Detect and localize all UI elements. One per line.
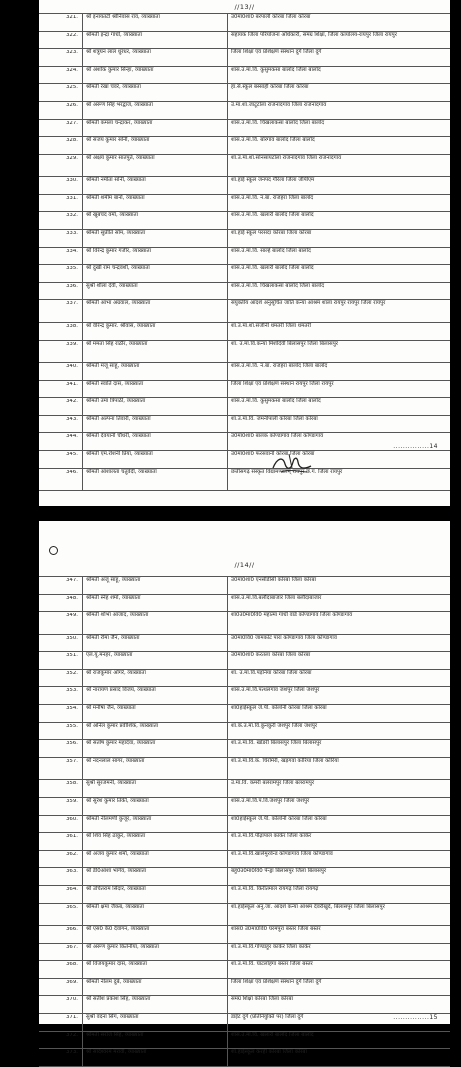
table-row (39, 380, 450, 398)
table-row (39, 1031, 450, 1049)
posting-cell: शा.उ.मा.वि. किरीतमाल रायगढ़ जिला रायगढ़ (227, 886, 447, 903)
page-number: //13// (234, 3, 255, 11)
table-row (39, 176, 450, 194)
posting-cell: शा.हाईस्कूल अनु.जा. आदर्श कन्या आश्रम देवरीखुर्द, बिलासपुर जिला बिलासपुर (227, 904, 447, 926)
serial-number-cell: 327. (65, 120, 78, 126)
name-cell: श्रीमती आशालता चतुर्वेदी, व्याख्याता (82, 469, 222, 491)
serial-number-cell: 330. (65, 178, 78, 184)
name-cell: श्री विरेन्द्र कुमार गंजीर, व्याख्याता (82, 248, 222, 265)
table-row (39, 943, 450, 961)
name-cell: श्री उचितराम सिंदार, व्याख्याता (82, 886, 222, 903)
posting-cell: शा.उ.मा.वि. घाटलोहंगा बस्तर जिला बस्तर (227, 961, 447, 978)
posting-cell: शास.उ.मा.वि. बोरगांव बालोद जिला बालोद (227, 137, 447, 154)
name-cell: श्रीमती देवयानी चौधरी, व्याख्याता (82, 433, 222, 450)
page-number: //14// (234, 561, 255, 569)
serial-number-cell: 371. (65, 1014, 78, 1020)
name-cell: श्रीमती क्षमा जैकब, व्याख्याता (82, 904, 222, 926)
name-cell: श्री संतोष कुमार महादेवा, व्याख्याता (82, 740, 222, 757)
table-row (39, 362, 450, 380)
name-cell: श्री एस0 के0 देवांगन, व्याख्याता (82, 926, 222, 943)
name-cell: श्रीमती एम.रोशनी प्रिया, व्याख्याता (82, 451, 222, 468)
serial-number-cell: 345. (65, 451, 78, 457)
posting-cell: उ0मा0शा0 फरसवानी कोरबा जिला कोरबा (227, 451, 447, 468)
name-cell: श्रीमती उमा त्रिपाठी, व्याख्याता (82, 398, 222, 415)
posting-cell: बहु0उ0मा0वि0 पेन्ड्रा बिलासपुर जिला बिलासपुर (227, 868, 447, 885)
serial-number-cell: 334. (65, 248, 78, 254)
table-row (39, 779, 450, 797)
name-cell: श्रीमती रीमा जैन, व्याख्याता (82, 635, 222, 652)
table-row (39, 757, 450, 780)
name-cell: श्री विजयकुमार दास, व्याख्याता (82, 961, 222, 978)
serial-number-cell: 373. (65, 1050, 78, 1056)
table-row (39, 634, 450, 652)
serial-number-cell: 331. (65, 195, 78, 201)
posting-cell: उ.मा.शा.जाटूटोला राजनांदगांव जिला राजनांदगांव (227, 102, 447, 119)
name-cell: श्री सुरेश कुमार तिर्की, व्याख्याता (82, 798, 222, 815)
name-cell: श्री ममता सिंह राठौर, व्याख्याता (82, 341, 222, 363)
name-cell: श्री अरूण कुमार किर्तनीया, व्याख्याता (82, 944, 222, 961)
serial-number-cell: 355. (65, 723, 78, 729)
serial-number-cell: 343. (65, 416, 78, 422)
posting-cell: शा.उ.मा.शा.संजीनी धमतरी जिला धमतरी (227, 323, 447, 340)
name-cell: श्री इनायतटी श्रीनिवास राव, व्याख्याता (82, 14, 222, 31)
serial-number-cell: 366. (65, 927, 78, 932)
table-row (39, 797, 450, 815)
serial-number-cell: 326. (65, 102, 78, 108)
serial-number-cell: 362. (65, 851, 78, 857)
serial-number-cell: 346. (65, 469, 78, 475)
posting-cell: शास.उ.मा.वि. कुसुमकसा बालोद जिला बालोद (227, 67, 447, 84)
table-row (39, 960, 450, 978)
name-cell: श्री अजय कुमार शर्मा, व्याख्याता (82, 851, 222, 868)
posting-cell: शास.उ.मा.वि. न.बा. राजहरा बालोद जिला बालोद (227, 363, 447, 380)
name-cell: श्री मनीषा जैन, व्याख्याता (82, 705, 222, 722)
table-row (39, 340, 450, 363)
posting-cell: शा.उ.मा.वि.खालेमुरवेन्ड कोण्डागांव जिला कोण्डागांव (227, 851, 447, 868)
posting-cell: जिला शिक्षा एवं प्रशिक्षण संस्थान दुर्ग जिला दुर्ग (227, 979, 447, 996)
name-cell: श्री वीरेन्द्र कुमार. श्रीवास, व्याख्याता (82, 323, 222, 340)
table-row (39, 415, 450, 433)
serial-number-cell: 353. (65, 688, 78, 694)
table-row (39, 1013, 450, 1031)
serial-number-cell: 324. (65, 67, 78, 73)
serial-number-cell: 332. (65, 213, 78, 219)
table-row (39, 211, 450, 229)
name-cell: श्रीमती नीलमणी कुजूर, व्याख्याता (82, 816, 222, 833)
serial-number-cell: 338. (65, 323, 78, 329)
table-row (39, 850, 450, 868)
name-cell: श्री शिव सिंह ठाकुर, व्याख्याता (82, 833, 222, 850)
serial-number-cell: 361. (65, 834, 78, 840)
serial-number-cell: 352. (65, 670, 78, 676)
name-cell: श्रीमती कमला चन्द्राकर, व्याख्याता (82, 120, 222, 137)
posting-cell: शा.उ.मा.वि.पीढ़ापाल कांकेर जिला कांकेर (227, 833, 447, 850)
table-row (39, 594, 450, 612)
serial-number-cell: 328. (65, 138, 78, 144)
table-row (39, 815, 450, 833)
name-cell: श्रीमती स्नेह शर्मा, व्याख्याता (82, 595, 222, 612)
serial-number-cell: 350. (65, 635, 78, 641)
name-cell: श्रीमती आभा अग्रवाल, व्याख्याता (82, 300, 222, 322)
name-cell: श्रीमती रेखा चंवरे, व्याख्याता (82, 84, 222, 101)
serial-number-cell: 364. (65, 886, 78, 892)
posting-cell: शास.उ.मा.वि.पं.वि.जशपुर जिला जशपुर (227, 798, 447, 815)
posting-cell: सहायक जिला परियोजना अधिकारी, समग्र शिक्षा, जिला कार्यालय-रायपुर जिला रायपुर (227, 32, 447, 49)
serial-number-cell: 358. (65, 781, 78, 787)
serial-number-cell: 340. (65, 364, 78, 369)
posting-cell: उ0मा0शा0 एनसीडीसी कोरबा जिला कोरबा (227, 577, 447, 594)
posting-cell: शास.उ.मा.वि.पत्थलगांव जशपुर जिला जशपुर (227, 687, 447, 704)
posting-cell: छत्तीसगढ़ संस्कृत विद्यामण्डलम् रायपुर छ.ग. जिला रायपुर (227, 469, 447, 491)
posting-cell: उ0मा0शा0 बरपाली कोरबा जिला कोरबा (227, 14, 447, 31)
serial-number-cell: 321. (65, 15, 78, 20)
posting-cell: शास.उ.मा.वि. चिखलाकसा बालोद जिला बालोद (227, 283, 447, 300)
table-row (39, 194, 450, 212)
table-row (39, 739, 450, 757)
posting-cell: उ0मा0शा0 करतला कोरबा जिला कोरबा (227, 652, 447, 669)
serial-number-cell: 329. (65, 155, 78, 161)
serial-number-cell: 341. (65, 381, 78, 387)
name-cell: श्री दुखी राम चन्द्रवंशी, व्याख्याता (82, 265, 222, 282)
table-row (39, 576, 450, 594)
serial-number-cell: 335. (65, 266, 78, 272)
name-cell: श्रीमती स्वाति दास, व्याख्याता (82, 381, 222, 398)
table-row (39, 432, 450, 450)
continuation-marker: ...............15 (393, 1014, 438, 1021)
posting-cell: शा.क.उ.मा.वि.कुनकुरी जशपुर जिला जशपुर (227, 723, 447, 740)
serial-number-cell: 348. (65, 595, 78, 601)
serial-number-cell: 325. (65, 85, 78, 91)
serial-number-cell: 344. (65, 434, 78, 440)
table-row (39, 651, 450, 669)
name-cell: श्रीमती इन्द्रा गांधी, व्याख्याता (82, 32, 222, 49)
table-row (39, 611, 450, 634)
posting-cell: समग्र शिक्षा कोरबा जिला कोरबा (227, 996, 447, 1013)
serial-number-cell: 368. (65, 962, 78, 968)
table-row (39, 450, 450, 468)
serial-number-cell: 347. (65, 578, 78, 583)
table-row (39, 13, 450, 31)
table-row (39, 154, 450, 177)
name-cell: सुश्री सुरजमनी, व्याख्याता (82, 780, 222, 797)
table-row (39, 867, 450, 885)
table-row (39, 119, 450, 137)
posting-cell: संयुक्तीय आदर्श अनुसूचित जाति कन्या आश्रम शाला रायपुर रायपुर जिला रायपुर (227, 300, 447, 322)
serial-number-cell: 360. (65, 816, 78, 822)
posting-cell: शास.उ.मा.वि. खलारी बालोद जिला बालोद (227, 1032, 447, 1049)
table-row (39, 903, 450, 926)
posting-cell: शास.उ.मा.वि.बलौदाबाजार जिला बलौदाबाजार (227, 595, 447, 612)
table-row (39, 669, 450, 687)
name-cell: श्रीमती शोभा आजाद, व्याख्याता (82, 612, 222, 634)
posting-cell: शास.उ.मा.वि. चिखलाकसा बालोद जिला बालोद (227, 120, 447, 137)
serial-number-cell: 370. (65, 997, 78, 1003)
posting-cell: शा.उ.मा.वि. खोडरी बिलासपुर जिला बिलासपुर (227, 740, 447, 757)
name-cell: श्रीमती नीलम दुबे, व्याख्याता (82, 979, 222, 996)
table-row (39, 247, 450, 265)
posting-cell: शा0हाईस्कूल जे.पी. कॉलोनी कोरबा जिला कोरबा (227, 816, 447, 833)
posting-cell: शास0 उ0मा0वि0 घरमपुरा बस्तर जिला बस्तर (227, 926, 447, 943)
table-row (39, 229, 450, 247)
posting-cell: उ0मा0वि0 जामकोट पारा कोण्डागांव जिला कोण्डागांव (227, 635, 447, 652)
document-page-13 (39, 0, 450, 506)
serial-number-cell: 365. (65, 904, 78, 910)
posting-cell: उ0मा0शा0 बालक कोण्डागांव जिला कोण्डागांव (227, 433, 447, 450)
table-row (39, 1048, 450, 1067)
name-cell: श्री शत्रुघन लाल धुरंधर, व्याख्याता (82, 49, 222, 66)
posting-cell: हा.से.स्कूल बस्सांही कोरबा जिला कोरबा (227, 84, 447, 101)
name-cell: श्रीमती अंजू साहू, व्याख्याता (82, 577, 222, 594)
serial-number-cell: 367. (65, 944, 78, 950)
table-row (39, 282, 450, 300)
name-cell: सुश्री वंदना सिंग, व्याख्याता (82, 1014, 222, 1031)
table-row (39, 832, 450, 850)
continuation-marker: ...............14 (393, 443, 438, 450)
table-row (39, 31, 450, 49)
name-cell: श्री खुबचंद वर्मा, व्याख्याता (82, 212, 222, 229)
posting-cell: उ.मा.वि. कमरी बलरामपुर जिला बलरामपुर (227, 780, 447, 797)
name-cell: श्रीमती सरोज सिंह, व्याख्याता (82, 1032, 222, 1049)
posting-cell: शा.उ.मा.वि.क. चिरमिरी, खड़गवां कोरिया जिला कोरिया (227, 758, 447, 780)
transfer-table (39, 576, 450, 1067)
serial-number-cell: 323. (65, 50, 78, 56)
name-cell: श्री अनिल कुमार प्रवीशिक, व्याख्याता (82, 723, 222, 740)
table-row (39, 48, 450, 66)
name-cell: सुश्री शीला देवी, व्याख्याता (82, 283, 222, 300)
name-cell: श्रीमती सुप्रीति सोम, व्याख्याता (82, 230, 222, 247)
name-cell: श्री अरूण सिंह भरद्वाज, व्याख्याता (82, 102, 222, 119)
name-cell: श्रीमती अल्पना तिवारी, व्याख्याता (82, 416, 222, 433)
posting-cell: डाईट दुर्ग (प्रतिनियुक्ति पर) जिला दुर्ग (227, 1014, 447, 1031)
posting-cell: शा.उ.मा.शा.सोनसायटोला राजनांदगांव जिला राजनांदगांव (227, 155, 447, 177)
table-row (39, 722, 450, 740)
serial-number-cell: 337. (65, 301, 78, 307)
serial-number-cell: 356. (65, 741, 78, 747)
name-cell: श्रीमती शमीम बानो, व्याख्याता (82, 195, 222, 212)
name-cell: श्री सादेश्वरम मरावी, व्याख्याता (82, 1049, 222, 1066)
serial-number-cell: 372. (65, 1032, 78, 1038)
table-row (39, 264, 450, 282)
posting-cell: शा.हाई स्कूल परसदा कोरबा जिला कोरबा (227, 230, 447, 247)
serial-number-cell: 336. (65, 283, 78, 289)
signature (267, 450, 315, 476)
serial-number-cell: 369. (65, 979, 78, 985)
serial-number-cell: 354. (65, 706, 78, 712)
table-row (39, 136, 450, 154)
name-cell: श्री डी0आशा भार्गव, व्याख्याता (82, 868, 222, 885)
table-row (39, 397, 450, 415)
serial-number-cell: 357. (65, 758, 78, 764)
posting-cell: शास.उ.मा.वि. खलारी बालोद जिला बालोद (227, 265, 447, 282)
name-cell: एल.यू.मनहर, व्याख्याता (82, 652, 222, 669)
name-cell: श्री नारायण प्रसाद विजय, व्याख्याता (82, 687, 222, 704)
table-row (39, 322, 450, 340)
posting-cell: शा.हाईस्कूल करहीं कोरबा जिला कोरबा (227, 1049, 447, 1066)
serial-number-cell: 342. (65, 399, 78, 405)
serial-number-cell: 359. (65, 798, 78, 804)
serial-number-cell: 339. (65, 341, 78, 347)
name-cell: श्री सतीश प्रकाश सिंह, व्याख्याता (82, 996, 222, 1013)
serial-number-cell: 363. (65, 869, 78, 875)
posting-cell: जिला शिक्षा एवं प्रशिक्षण संस्थान रायपुर जिला रायपुर (227, 381, 447, 398)
posting-cell: जिला शिक्षा एवं प्रशिक्षण संस्थान दुर्ग जिला दुर्ग (227, 49, 447, 66)
table-row (39, 83, 450, 101)
serial-number-cell: 322. (65, 32, 78, 38)
name-cell: श्रीमती नमीता सोनी, व्याख्याता (82, 177, 222, 194)
transfer-table (39, 13, 450, 491)
table-row (39, 101, 450, 119)
posting-cell: शास.उ.मा.वि. साल्हे बालोद जिला बालोद (227, 248, 447, 265)
posting-cell: शा0हाईस्कूल जे.पी. कॉलोनी कोरबा जिला कोरबा (227, 705, 447, 722)
posting-cell: शा0उ0मा0वि0 महात्मा गांधी वार्ड कोण्डागांव जिला कोण्डागांव (227, 612, 447, 634)
table-row (39, 995, 450, 1013)
posting-cell: शा. उ.मा.वि.पड़निया कोरबा जिला कोरबा (227, 670, 447, 687)
posting-cell: शा.उ.मा.वि.गोण्डाहूर कांकेर जिला कांकेर (227, 944, 447, 961)
name-cell: श्री अक्षय कुमार सातपुते, व्याख्याता (82, 155, 222, 177)
name-cell: श्री नदनलाल सागर, व्याख्याता (82, 758, 222, 780)
serial-number-cell: 351. (65, 653, 78, 659)
table-row (39, 299, 450, 322)
serial-number-cell: 349. (65, 613, 78, 619)
name-cell: श्रीमती मंजू साहू, व्याख्याता (82, 363, 222, 380)
table-row (39, 885, 450, 903)
posting-cell: शास.उ.मा.वि. खलारी बालोद जिला बालोद (227, 212, 447, 229)
table-row (39, 686, 450, 704)
name-cell: श्री राजकुमार ओगरे, व्याख्याता (82, 670, 222, 687)
circle-mark-icon (49, 546, 58, 555)
document-page-14 (39, 521, 450, 1056)
serial-number-cell: 333. (65, 231, 78, 237)
table-row (39, 925, 450, 943)
posting-cell: शास.उ.मा.वि. कुसुमकसा बालोद जिला बालोद (227, 398, 447, 415)
table-row (39, 978, 450, 996)
name-cell: श्री संजय कुमार सोनी, व्याख्याता (82, 137, 222, 154)
posting-cell: शा.हाई स्कूल जनपद गौरेला जिला जीपीएम (227, 177, 447, 194)
posting-cell: शा.उ.मा.वि. जमनीपाली कोरबा जिला कोरबा (227, 416, 447, 433)
posting-cell: शा. उ.मा.वि.कन्या मिशीदेवी बिलासपुर जिला बिलासपुर (227, 341, 447, 363)
name-cell: श्री अशोक कुमार सिन्हा, व्याख्याता (82, 67, 222, 84)
table-row (39, 468, 450, 492)
table-row (39, 704, 450, 722)
table-row (39, 66, 450, 84)
posting-cell: शास.उ.मा.वि. न.बा. राजहरा जिला बालोद (227, 195, 447, 212)
